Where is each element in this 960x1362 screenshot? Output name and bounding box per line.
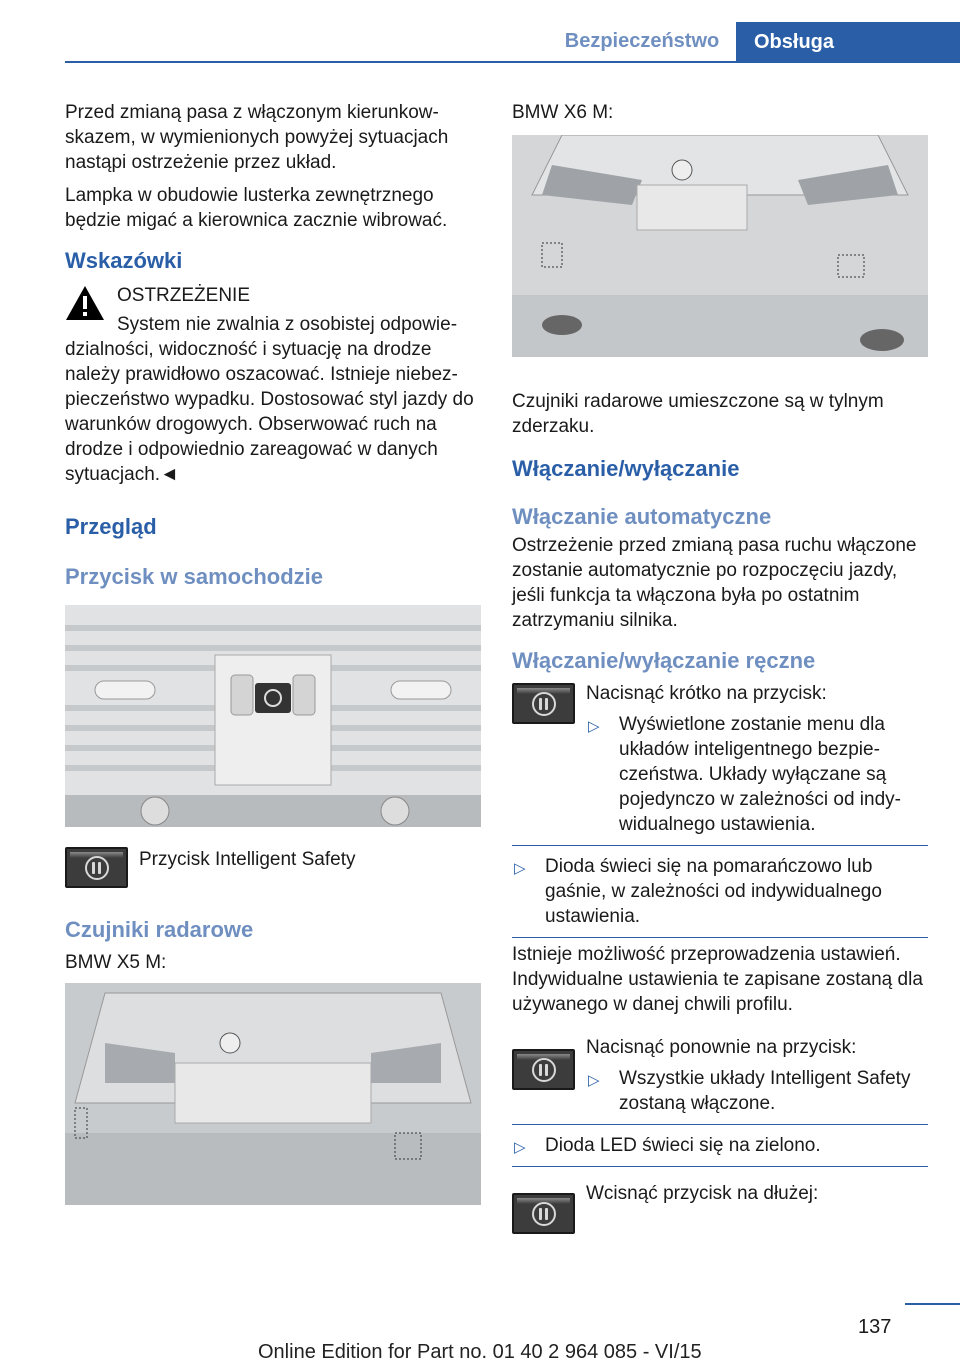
paragraph-automatic-on: Ostrzeżenie przed zmianą pasa ruchu włączone zostanie automatycznie po rozpoczęciu jazdy, jeśli funkcja ta włączona była po ostatnim zatrzymaniu silnika. [512,535,917,631]
warning-title: OSTRZEŻENIE [117,285,251,306]
x5-rear-illustration [65,983,481,1205]
bmw-x5-rear-image [65,983,481,1205]
divider [512,845,928,846]
label-bmw-x6: BMW X6 M: [512,102,614,123]
bullet-text: Wszystkie układy Intelligent Safety zostaną włączone. [619,1068,911,1114]
press-long-row [512,1181,928,1234]
label-bmw-x5: BMW X5 M: [65,952,167,973]
dashboard-button-image [65,605,481,827]
bullet-text: Wyświetlone zostanie menu dla układów inteligentnego bezpieczeństwa. Układy wyłączane są pojedynczo w zależności od indywidualnego ustawienia. [619,714,901,835]
bullet-triangle-icon: ▷ [588,1072,600,1089]
paragraph-radar-location: Czujniki radarowe umieszczone są w tylnym zderzaku. [512,391,884,437]
bullet-triangle-icon: ▷ [588,718,600,735]
list-item [586,1066,928,1116]
paragraph-mirror-lamp: Lampka w obudowie lusterka zewnętrznego będzie migać a kierownica zacznie wibrować. [65,185,448,231]
bullet-triangle-icon: ▷ [514,860,526,877]
press-long-text: Wcisnąć przycisk na dłużej: [586,1183,819,1204]
press-short-row [512,681,928,837]
paragraph-settings: Istnieje możliwość przeprowadzenia ustawień. Indywidualne ustawienia te zapisane zostaną dla używanego w danej chwili profilu. [512,944,923,1015]
heading-notes: Wskazówki [65,248,183,273]
bmw-x6-rear-image [512,135,928,357]
heading-on-off: Włączanie/wyłączanie [512,456,740,481]
green-led-bullets [512,1133,928,1158]
dashboard-illustration [65,605,481,827]
button-caption: Przycisk Intelligent Safety [139,849,356,870]
heading-radar-sensors: Czujniki radarowe [65,917,254,942]
led-bullets [512,854,928,929]
header-rule [65,61,960,63]
warning-text: System nie zwalnia z osobistej odpowiedzialności, widoczność i sytuację na drodze należy prawidłowo oszacować. Istnieje niebezpieczeństwo wypadku. Dostosować styl jazdy do warunków drogowych. Obserwować ruch na drodze i odpowiednio zareagować w danych sytuacjach.◄ [65,314,474,485]
divider [512,937,928,938]
button-caption-row [65,847,481,888]
press-again-text: Nacisnąć ponownie na przycisk: [586,1037,857,1058]
intelligent-safety-button-icon [512,683,575,724]
press-again-bullets [586,1066,928,1116]
press-again-row [512,1035,928,1116]
intelligent-safety-button-icon [65,847,128,888]
bullet-text: Dioda świeci się na pomarańczowo lub gaśnie, w zależności od indywidualnego ustawienia. [545,856,882,927]
warning-triangle-icon [65,285,105,321]
header-tab-active: Obsługa [736,22,960,63]
bullet-text: Dioda LED świeci się na zielono. [545,1135,821,1156]
right-column [512,100,928,1234]
heading-manual-on-off: Włączanie/wyłączanie ręczne [512,648,816,673]
bullet-triangle-icon: ▷ [514,1139,526,1156]
press-short-text: Nacisnąć krótko na przycisk: [586,683,827,704]
heading-overview: Przegląd [65,514,157,539]
list-item [512,854,928,929]
heading-automatic-on: Włączanie automatyczne [512,504,772,529]
x6-rear-illustration [512,135,928,357]
divider [512,1166,928,1167]
header-tab-section: Bezpieczeństwo [564,30,720,52]
divider [512,1124,928,1125]
warning-block [65,283,481,487]
left-column [65,100,481,1205]
footer-rule [905,1303,960,1305]
intelligent-safety-button-icon [512,1193,575,1234]
page-number: 137 [858,1316,892,1338]
heading-button-in-car: Przycisk w samochodzie [65,564,323,589]
intelligent-safety-button-icon [512,1049,575,1090]
paragraph-lane-change: Przed zmianą pasa z włączonym kierunkowskazem, w wymienionych powyżej sytuacjach nastąpi ostrzeżenie przez układ. [65,102,449,173]
list-item [512,1133,928,1158]
edition-footer: Online Edition for Part no. 01 40 2 964 085 - VI/15 [258,1341,702,1362]
press-short-bullets [586,712,928,837]
list-item [586,712,928,837]
